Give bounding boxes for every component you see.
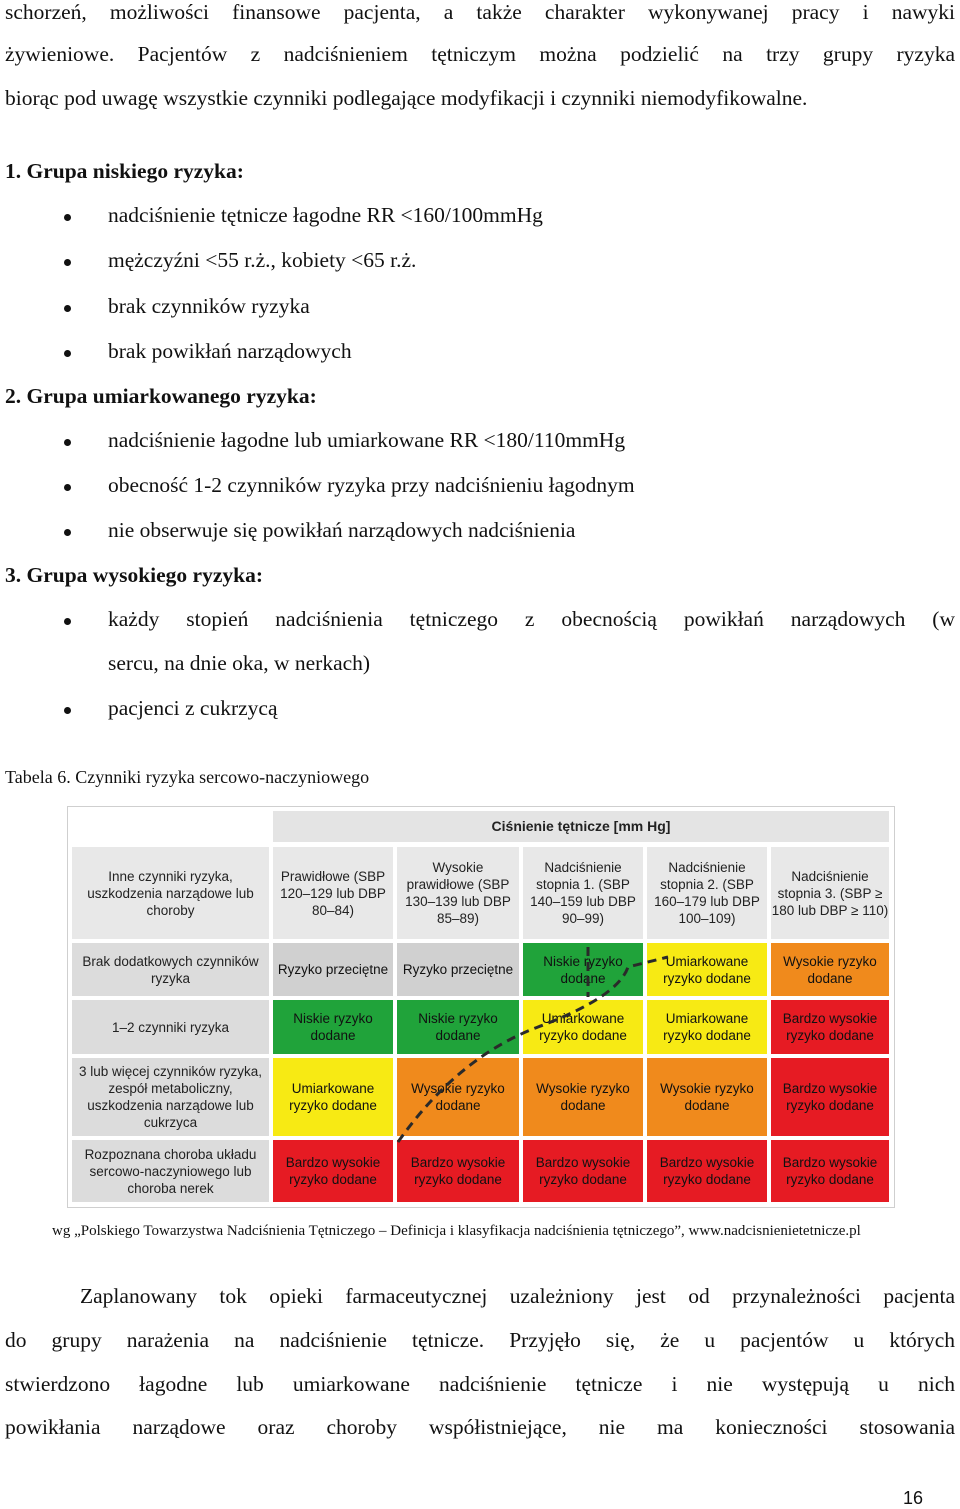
group-3-item-text: sercu, na dnie oka, w nerkach) <box>108 651 371 675</box>
risk-cell: Bardzo wysokie ryzyko dodane <box>771 1140 889 1202</box>
group-1-item-text: brak czynników ryzyka <box>108 294 310 318</box>
closing-line-3: stwierdzono łagodne lub umiarkowane nadciśnienie tętnicze i nie występują u nich <box>5 1372 955 1396</box>
bullet-icon <box>64 618 71 625</box>
group-3-item-text: pacjenci z cukrzycą <box>108 696 278 720</box>
risk-cell: Umiarkowane ryzyko dodane <box>523 1000 643 1054</box>
table-source: wg „Polskiego Towarzystwa Nadciśnienia Tętniczego – Definicja i klasyfikacja nadciśnienia tętniczego”, www.nadcisnienietetnicze.pl <box>52 1223 861 1239</box>
risk-table-figure <box>67 806 895 1208</box>
risk-cell: Niskie ryzyko dodane <box>273 1000 393 1054</box>
risk-cell: Niskie ryzyko dodane <box>523 943 643 996</box>
risk-cell: Wysokie ryzyko dodane <box>647 1058 767 1136</box>
bullet-icon <box>64 214 71 221</box>
risk-cell: Ryzyko przeciętne <box>273 943 393 996</box>
row-label: 3 lub więcej czynników ryzyka, zespół metaboliczny, uszkodzenia narządowe lub cukrzyca <box>72 1058 269 1136</box>
group-2-title: 2. Grupa umiarkowanego ryzyka: <box>5 384 317 408</box>
column-header: Nadciśnienie stopnia 2. (SBP 160–179 lub DBP 100–109) <box>647 847 767 939</box>
risk-cell: Wysokie ryzyko dodane <box>523 1058 643 1136</box>
risk-cell: Ryzyko przeciętne <box>397 943 519 996</box>
bullet-icon <box>64 350 71 357</box>
table-header: Ciśnienie tętnicze [mm Hg] <box>273 811 889 842</box>
row-label: Rozpoznana choroba układu sercowo-naczyniowego lub choroba nerek <box>72 1140 269 1202</box>
group-1-title: 1. Grupa niskiego ryzyka: <box>5 159 244 183</box>
closing-line-1: Zaplanowany tok opieki farmaceutycznej uzależniony jest od przynależności pacjenta <box>80 1284 955 1308</box>
risk-cell: Bardzo wysokie ryzyko dodane <box>523 1140 643 1202</box>
bullet-icon <box>64 259 71 266</box>
group-1-item-text: brak powikłań narządowych <box>108 339 352 363</box>
column-header: Prawidłowe (SBP 120–129 lub DBP 80–84) <box>273 847 393 939</box>
risk-cell: Umiarkowane ryzyko dodane <box>647 1000 767 1054</box>
group-3-title: 3. Grupa wysokiego ryzyka: <box>5 563 263 587</box>
group-3-item-text: każdy stopień nadciśnienia tętniczego z obecnością powikłań narządowych (w <box>108 607 955 631</box>
risk-cell: Bardzo wysokie ryzyko dodane <box>273 1140 393 1202</box>
risk-cell: Wysokie ryzyko dodane <box>771 943 889 996</box>
bullet-icon <box>64 439 71 446</box>
column-header: Wysokie prawidłowe (SBP 130–139 lub DBP 85–89) <box>397 847 519 939</box>
group-2-item-text: nadciśnienie łagodne lub umiarkowane RR <180/110mmHg <box>108 428 626 452</box>
table-corner-cell: Inne czynniki ryzyka, uszkodzenia narządowe lub choroby <box>72 847 269 939</box>
group-2-item-text: obecność 1-2 czynników ryzyka przy nadciśnieniu łagodnym <box>108 473 635 497</box>
bullet-icon <box>64 529 71 536</box>
page-number: 16 <box>903 1488 924 1508</box>
closing-line-2: do grupy narażenia na nadciśnienie tętnicze. Przyjęło się, że u pacjentów u których <box>5 1328 955 1352</box>
group-2-item-text: nie obserwuje się powikłań narządowych nadciśnienia <box>108 518 576 542</box>
intro-line-3: biorąc pod uwagę wszystkie czynniki podlegające modyfikacji i czynniki niemodyfikowalne. <box>5 86 808 110</box>
intro-line-2: żywieniowe. Pacjentów z nadciśnieniem tętniczym można podzielić na trzy grupy ryzyka <box>5 42 955 66</box>
group-1-item-text: mężczyźni <55 r.ż., kobiety <65 r.ż. <box>108 248 417 272</box>
intro-line-1: schorzeń, możliwości finansowe pacjenta, a także charakter wykonywanej pracy i nawyki <box>5 0 955 24</box>
closing-line-4: powikłania narządowe oraz choroby współistniejące, nie ma konieczności stosowania <box>5 1415 955 1439</box>
risk-cell: Bardzo wysokie ryzyko dodane <box>647 1140 767 1202</box>
group-1-item-text: nadciśnienie tętnicze łagodne RR <160/100mmHg <box>108 203 543 227</box>
bullet-icon <box>64 484 71 491</box>
bullet-icon <box>64 707 71 714</box>
risk-cell: Niskie ryzyko dodane <box>397 1000 519 1054</box>
bullet-icon <box>64 305 71 312</box>
risk-cell: Umiarkowane ryzyko dodane <box>273 1058 393 1136</box>
risk-cell: Bardzo wysokie ryzyko dodane <box>397 1140 519 1202</box>
row-label: 1–2 czynniki ryzyka <box>72 1000 269 1054</box>
risk-cell: Wysokie ryzyko dodane <box>397 1058 519 1136</box>
threshold-curve <box>68 807 894 1207</box>
risk-cell: Bardzo wysokie ryzyko dodane <box>771 1058 889 1136</box>
table-caption: Tabela 6. Czynniki ryzyka sercowo-naczyniowego <box>5 767 370 787</box>
risk-cell: Bardzo wysokie ryzyko dodane <box>771 1000 889 1054</box>
column-header: Nadciśnienie stopnia 3. (SBP ≥ 180 lub DBP ≥ 110) <box>771 847 889 939</box>
row-label: Brak dodatkowych czynników ryzyka <box>72 943 269 996</box>
column-header: Nadciśnienie stopnia 1. (SBP 140–159 lub DBP 90–99) <box>523 847 643 939</box>
risk-cell: Umiarkowane ryzyko dodane <box>647 943 767 996</box>
